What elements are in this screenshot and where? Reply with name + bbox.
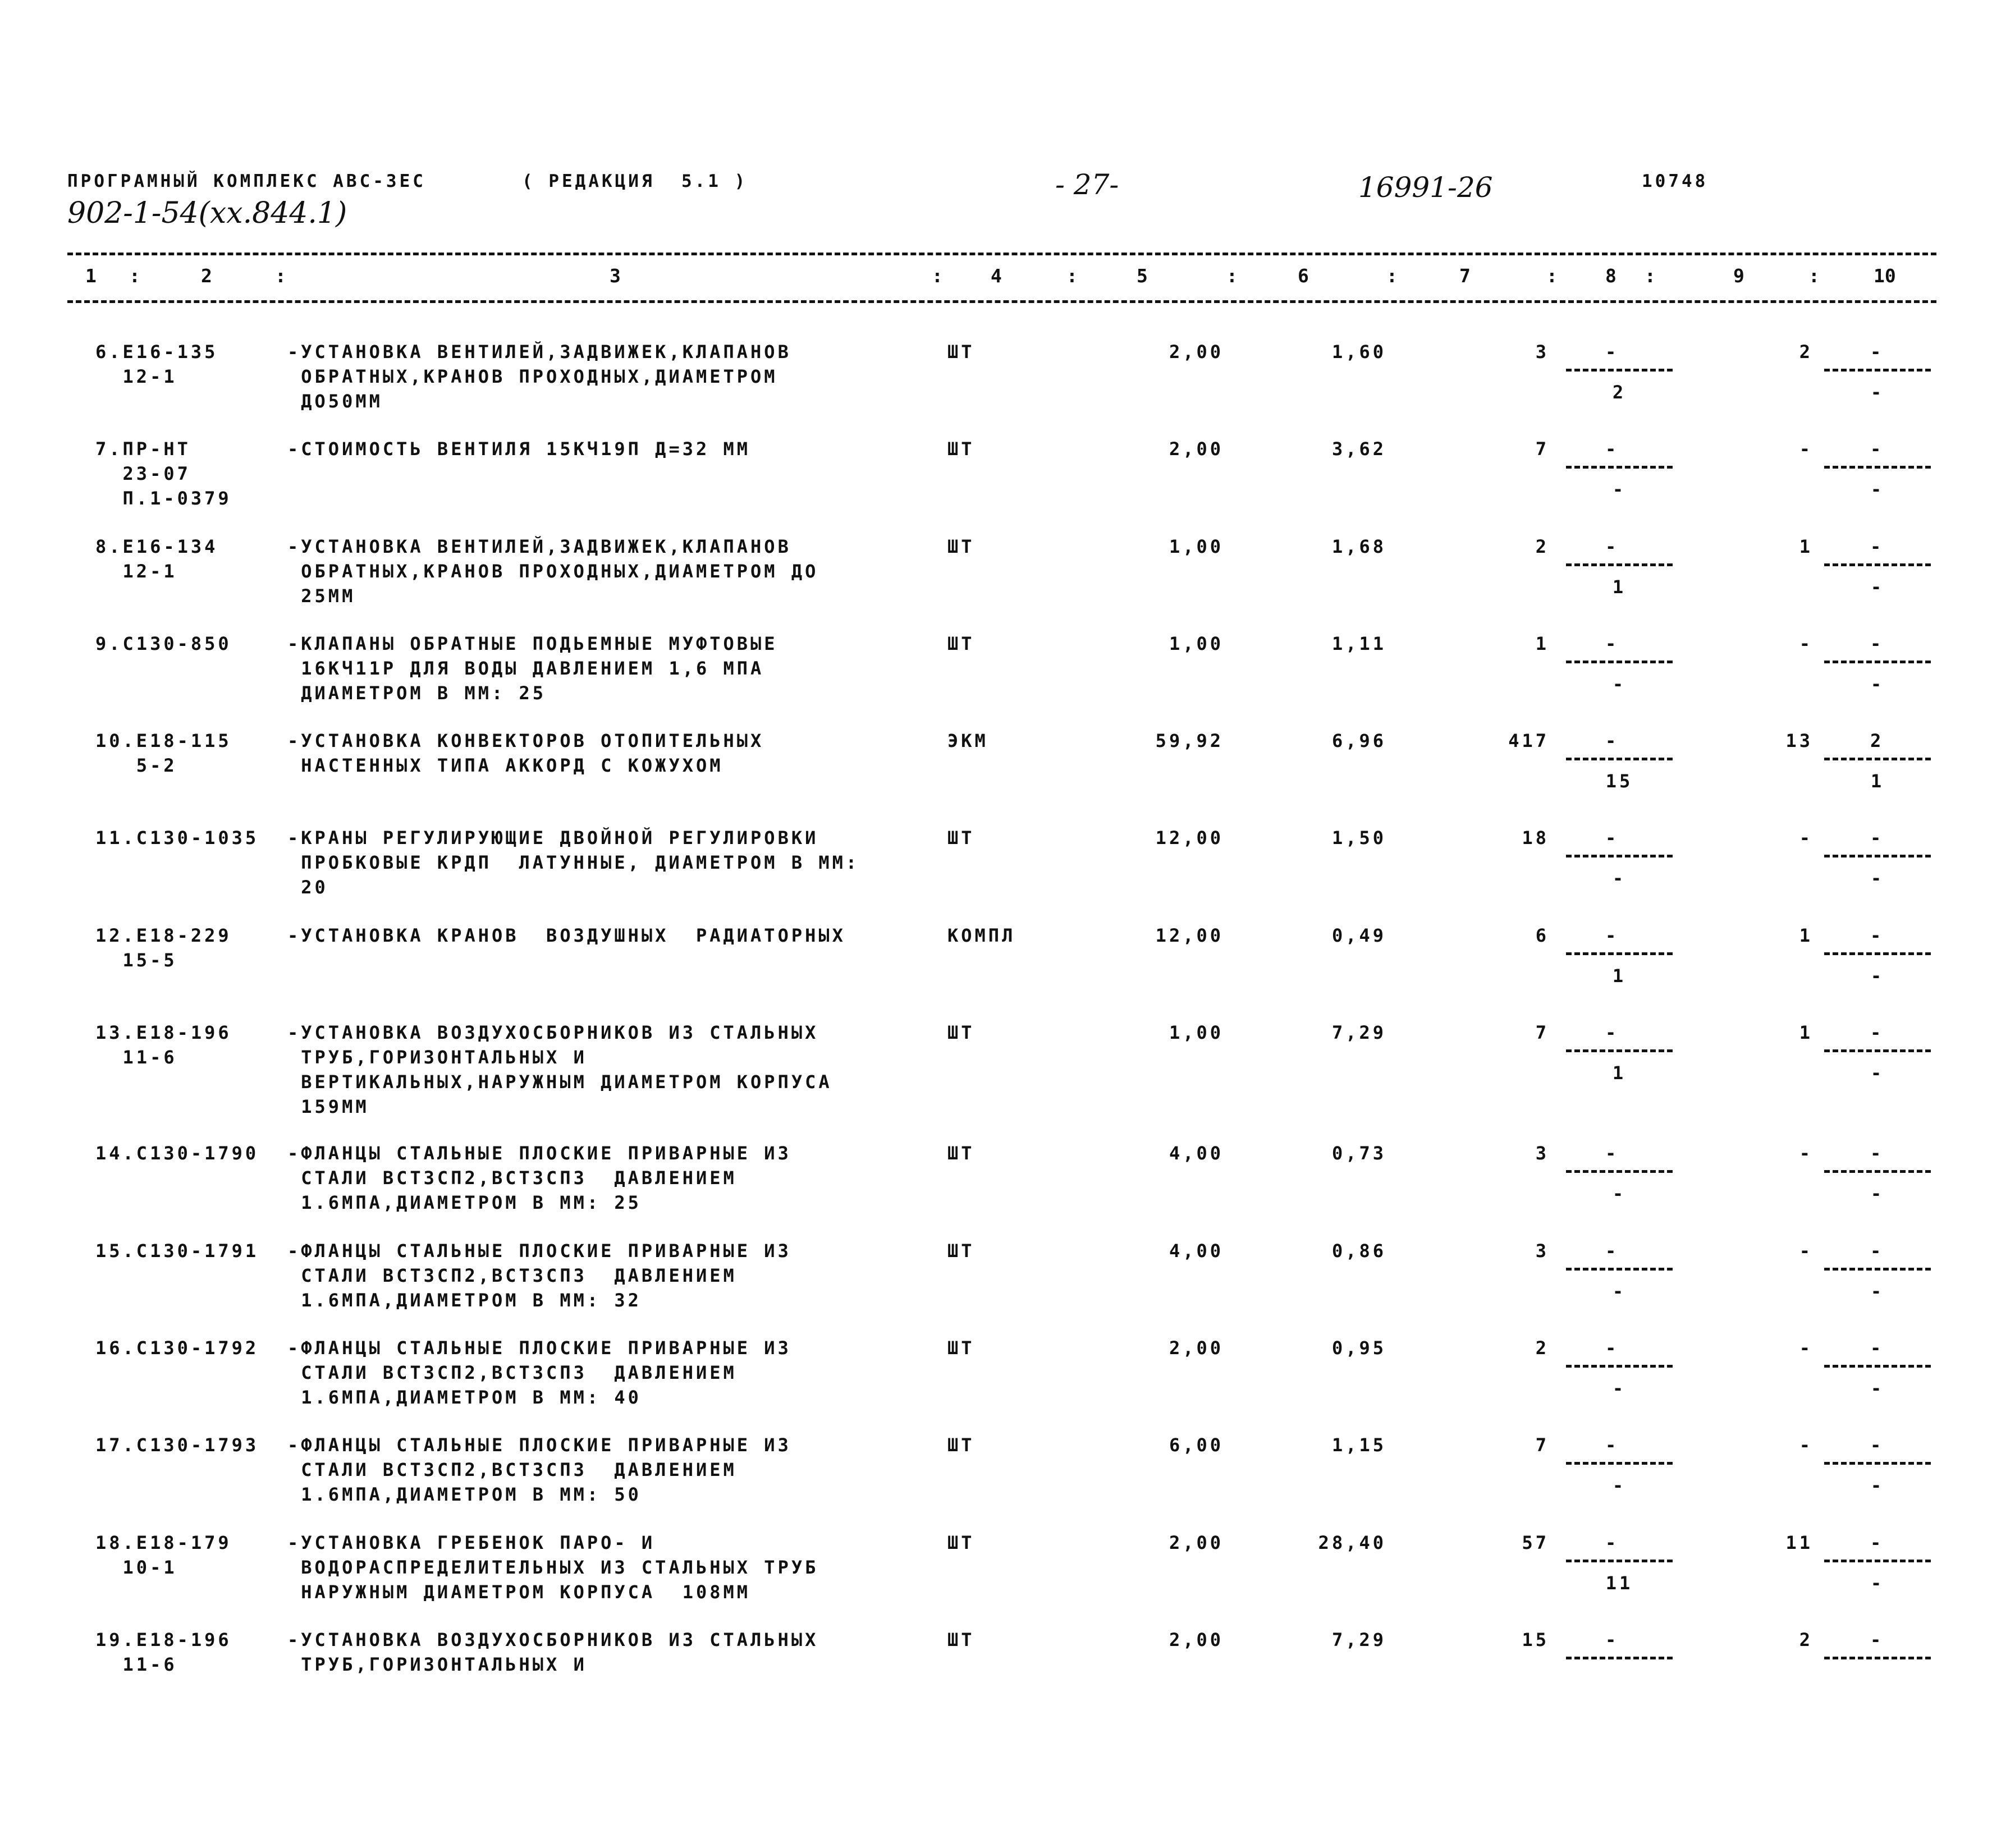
col8-fraction-line [1566,1560,1673,1562]
quantity: 59,92 [1155,730,1224,751]
code-label: 10748 [1642,171,1709,191]
col10-bottom: - [1870,1378,1885,1399]
unit: ШТ [947,1434,975,1456]
unit-price: 7,29 [1331,1022,1386,1043]
item-description: -УСТАНОВКА ВЕНТИЛЕЙ,ЗАДВИЖЕК,КЛАПАНОВ ОБРАТНЫХ,КРАНОВ ПРОХОДНЫХ,ДИАМЕТРОМ ДО50ММ [287,341,791,412]
item-description: -УСТАНОВКА КОНВЕКТОРОВ ОТОПИТЕЛЬНЫХ НАСТЕННЫХ ТИПА АККОРД С КОЖУХОМ [287,730,764,776]
quantity: 4,00 [1169,1240,1224,1262]
program-title: ПРОГРАМНЫЙ КОМПЛЕКС АВС-ЗЕС [67,171,426,191]
col8-bottom: - [1612,673,1627,695]
col8-bottom: - [1612,1281,1627,1302]
col8-fraction-line [1566,1657,1673,1659]
col8-top: - [1605,1337,1619,1359]
top-rule [67,253,1936,255]
col8-top: - [1605,1532,1619,1553]
item-description: -УСТАНОВКА КРАНОВ ВОЗДУШНЫХ РАДИАТОРНЫХ [287,925,846,946]
page-number: - 27- [1055,168,1119,201]
col-sep: : [275,265,286,287]
total-cost: 57 [1522,1532,1549,1553]
item-code: 13.Е18-196 11-6 [95,1022,232,1068]
quantity: 2,00 [1169,341,1224,363]
quantity: 4,00 [1169,1143,1224,1164]
col9-value: - [1799,1434,1813,1456]
col10-bottom: - [1870,868,1885,889]
item-code: 10.Е18-115 5-2 [95,730,232,776]
unit: КОМПЛ [947,925,1016,946]
col8-fraction-line [1566,1462,1673,1465]
quantity: 2,00 [1169,438,1224,460]
col10-top: - [1870,827,1884,849]
unit: ШТ [947,827,975,849]
column-header [0,265,1992,299]
col8-fraction-line [1566,952,1673,955]
col10-top: - [1870,1629,1884,1650]
unit: ШТ [947,438,975,460]
col8-bottom: 1 [1612,576,1627,598]
col-9: 9 [1733,265,1744,287]
unit: ШТ [947,1337,975,1359]
col10-top: - [1870,633,1884,654]
col10-top: - [1870,1337,1884,1359]
col8-bottom: - [1612,868,1627,889]
col10-top: - [1870,1143,1884,1164]
item-code: 16.С130-1792 [95,1337,259,1359]
col8-fraction-line [1566,1365,1673,1368]
project-code: 902-1-54(xx.844.1) [67,196,347,230]
col9-value: 2 [1799,341,1813,363]
col-sep: : [1386,265,1398,287]
col-7: 7 [1459,265,1471,287]
col10-fraction-line [1824,1049,1931,1052]
quantity: 12,00 [1155,827,1224,849]
quantity: 1,00 [1169,536,1224,557]
col8-bottom: 2 [1612,382,1627,403]
item-description: -УСТАНОВКА ВОЗДУХОСБОРНИКОВ ИЗ СТАЛЬНЫХ ТРУБ,ГОРИЗОНТАЛЬНЫХ И ВЕРТИКАЛЬНЫХ,НАРУЖНЫМ ДИАМЕТРОМ КОРПУСА 159ММ [287,1022,832,1117]
item-description: -ФЛАНЦЫ СТАЛЬНЫЕ ПЛОСКИЕ ПРИВАРНЫЕ ИЗ СТАЛИ ВСТ3СП2,ВСТ3СП3 ДАВЛЕНИЕМ 1.6МПА,ДИАМЕТРОМ В ММ: 50 [287,1434,791,1505]
quantity: 2,00 [1169,1532,1224,1553]
item-code: 19.Е18-196 11-6 [95,1629,232,1675]
col10-bottom: - [1870,673,1885,695]
total-cost: 18 [1522,827,1549,849]
unit-price: 1,68 [1331,536,1386,557]
col8-bottom: - [1612,1475,1627,1496]
col9-value: 11 [1785,1532,1813,1553]
col8-fraction-line [1566,466,1673,469]
item-code: 11.С130-1035 [95,827,259,849]
col9-value: - [1799,1143,1813,1164]
col10-fraction-line [1824,563,1931,566]
col8-top: - [1605,827,1619,849]
unit: ШТ [947,1143,975,1164]
col9-value: 2 [1799,1629,1813,1650]
col10-bottom: - [1870,576,1885,598]
unit: ШТ [947,1532,975,1553]
col8-top: - [1605,1434,1619,1456]
unit: ШТ [947,1240,975,1262]
item-code: 18.Е18-179 10-1 [95,1532,232,1578]
total-cost: 15 [1522,1629,1549,1650]
col8-top: - [1605,633,1619,654]
quantity: 2,00 [1169,1629,1224,1650]
col8-fraction-line [1566,563,1673,566]
col-3: 3 [610,265,621,287]
col8-fraction-line [1566,1049,1673,1052]
quantity: 1,00 [1169,1022,1224,1043]
item-description: -УСТАНОВКА ВОЗДУХОСБОРНИКОВ ИЗ СТАЛЬНЫХ ТРУБ,ГОРИЗОНТАЛЬНЫХ И [287,1629,819,1675]
item-description: -УСТАНОВКА ГРЕБЕНОК ПАРО- И ВОДОРАСПРЕДЕЛИТЕЛЬНЫХ ИЗ СТАЛЬНЫХ ТРУБ НАРУЖНЫМ ДИАМЕТРОМ КОРПУСА 108ММ [287,1532,819,1603]
item-description: -КРАНЫ РЕГУЛИРУЮЩИЕ ДВОЙНОЙ РЕГУЛИРОВКИ ПРОБКОВЫЕ КРДП ЛАТУННЫЕ, ДИАМЕТРОМ В ММ: 20 [287,827,860,898]
total-cost: 7 [1535,1434,1549,1456]
edition-label: ( РЕДАКЦИЯ 5.1 ) [522,171,748,191]
quantity: 1,00 [1169,633,1224,654]
col9-value: 1 [1799,925,1813,946]
total-cost: 3 [1535,341,1549,363]
unit: ШТ [947,1629,975,1650]
col10-bottom: - [1870,382,1885,403]
col8-top: - [1605,536,1619,557]
unit: ЭКМ [947,730,988,751]
col-sep: : [1546,265,1558,287]
item-code: 14.С130-1790 [95,1143,259,1164]
col-sep: : [1808,265,1820,287]
item-code: 8.Е16-134 12-1 [95,536,218,582]
col10-bottom: - [1870,1572,1885,1594]
col9-value: - [1799,1240,1813,1262]
unit: ШТ [947,633,975,654]
col10-top: 2 [1870,730,1884,751]
unit-price: 28,40 [1318,1532,1386,1553]
item-description: -ФЛАНЦЫ СТАЛЬНЫЕ ПЛОСКИЕ ПРИВАРНЫЕ ИЗ СТАЛИ ВСТ3СП2,ВСТ3СП3 ДАВЛЕНИЕМ 1.6МПА,ДИАМЕТРОМ В ММ: 32 [287,1240,791,1311]
unit-price: 1,11 [1331,633,1386,654]
col10-bottom: - [1870,1183,1885,1204]
col10-bottom: - [1870,1281,1885,1302]
total-cost: 7 [1535,438,1549,460]
item-description: -ФЛАНЦЫ СТАЛЬНЫЕ ПЛОСКИЕ ПРИВАРНЫЕ ИЗ СТАЛИ ВСТ3СП2,ВСТ3СП3 ДАВЛЕНИЕМ 1.6МПА,ДИАМЕТРОМ В ММ: 25 [287,1143,791,1213]
unit-price: 0,86 [1331,1240,1386,1262]
col8-top: - [1605,925,1619,946]
col10-top: - [1870,1240,1884,1262]
item-description: -ФЛАНЦЫ СТАЛЬНЫЕ ПЛОСКИЕ ПРИВАРНЫЕ ИЗ СТАЛИ ВСТ3СП2,ВСТ3СП3 ДАВЛЕНИЕМ 1.6МПА,ДИАМЕТРОМ В ММ: 40 [287,1337,791,1408]
item-code: 9.С130-850 [95,633,232,654]
col10-fraction-line [1824,661,1931,663]
col9-value: 13 [1785,730,1813,751]
col8-top: - [1605,1143,1619,1164]
item-code: 6.Е16-135 12-1 [95,341,218,387]
col10-bottom: - [1870,965,1885,987]
col8-top: - [1605,730,1619,751]
col-1: 1 [85,265,97,287]
unit-price: 0,73 [1331,1143,1386,1164]
col10-fraction-line [1824,1268,1931,1271]
col8-fraction-line [1566,1170,1673,1173]
col10-top: - [1870,438,1884,460]
quantity: 6,00 [1169,1434,1224,1456]
item-code: 12.Е18-229 15-5 [95,925,232,971]
col10-fraction-line [1824,1560,1931,1562]
col-sep: : [129,265,140,287]
total-cost: 2 [1535,536,1549,557]
col8-top: - [1605,341,1619,363]
col9-value: - [1799,438,1813,460]
unit-price: 0,95 [1331,1337,1386,1359]
col8-bottom: 1 [1612,1062,1627,1084]
col8-bottom: - [1612,1378,1627,1399]
col9-value: - [1799,1337,1813,1359]
col-4: 4 [991,265,1002,287]
col8-bottom: - [1612,479,1627,500]
col-sep: : [932,265,943,287]
header-rule [67,300,1936,303]
total-cost: 2 [1535,1337,1549,1359]
col8-top: - [1605,1022,1619,1043]
doc-number: 16991-26 [1358,171,1493,204]
col8-fraction-line [1566,369,1673,372]
item-description: -КЛАПАНЫ ОБРАТНЫЕ ПОДЬЕМНЫЕ МУФТОВЫЕ 16КЧ11Р ДЛЯ ВОДЫ ДАВЛЕНИЕМ 1,6 МПА ДИАМЕТРОМ В ММ: 25 [287,633,778,704]
col9-value: 1 [1799,536,1813,557]
total-cost: 3 [1535,1143,1549,1164]
col8-bottom: 15 [1605,771,1633,792]
unit-price: 1,15 [1331,1434,1386,1456]
col-8: 8 [1605,265,1617,287]
col8-top: - [1605,1240,1619,1262]
col-sep: : [1066,265,1078,287]
col-sep: : [1645,265,1656,287]
unit: ШТ [947,341,975,363]
col-2: 2 [201,265,212,287]
col-10: 10 [1874,265,1896,287]
col-6: 6 [1298,265,1309,287]
col8-bottom: - [1612,1183,1627,1204]
col8-fraction-line [1566,661,1673,663]
col8-fraction-line [1566,758,1673,760]
col10-top: - [1870,1532,1884,1553]
col10-top: - [1870,341,1884,363]
col9-value: 1 [1799,1022,1813,1043]
col10-top: - [1870,1022,1884,1043]
col10-fraction-line [1824,1657,1931,1659]
unit-price: 0,49 [1331,925,1386,946]
col10-bottom: - [1870,1475,1885,1496]
item-code: 15.С130-1791 [95,1240,259,1262]
col8-fraction-line [1566,855,1673,857]
item-description: -СТОИМОСТЬ ВЕНТИЛЯ 15КЧ19П Д=32 ММ [287,438,751,460]
unit: ШТ [947,536,975,557]
col10-bottom: 1 [1870,771,1885,792]
col8-fraction-line [1566,1268,1673,1271]
col8-top: - [1605,1629,1619,1650]
unit-price: 7,29 [1331,1629,1386,1650]
total-cost: 1 [1535,633,1549,654]
col10-fraction-line [1824,1365,1931,1368]
total-cost: 417 [1508,730,1549,751]
item-code: 7.ПР-НТ 23-07 П.1-0379 [95,438,232,509]
col10-fraction-line [1824,369,1931,372]
col10-fraction-line [1824,758,1931,760]
unit: ШТ [947,1022,975,1043]
total-cost: 6 [1535,925,1549,946]
unit-price: 1,60 [1331,341,1386,363]
col10-fraction-line [1824,466,1931,469]
col10-top: - [1870,1434,1884,1456]
item-description: -УСТАНОВКА ВЕНТИЛЕЙ,ЗАДВИЖЕК,КЛАПАНОВ ОБРАТНЫХ,КРАНОВ ПРОХОДНЫХ,ДИАМЕТРОМ ДО 25ММ [287,536,819,607]
col10-fraction-line [1824,952,1931,955]
total-cost: 3 [1535,1240,1549,1262]
col10-fraction-line [1824,855,1931,857]
unit-price: 3,62 [1331,438,1386,460]
unit-price: 6,96 [1331,730,1386,751]
col10-bottom: - [1870,479,1885,500]
col9-value: - [1799,633,1813,654]
col8-bottom: 1 [1612,965,1627,987]
col10-bottom: - [1870,1062,1885,1084]
col8-bottom: 11 [1605,1572,1633,1594]
col-5: 5 [1137,265,1148,287]
col10-fraction-line [1824,1170,1931,1173]
quantity: 2,00 [1169,1337,1224,1359]
total-cost: 7 [1535,1022,1549,1043]
col-sep: : [1226,265,1238,287]
item-code: 17.С130-1793 [95,1434,259,1456]
col10-top: - [1870,536,1884,557]
col8-top: - [1605,438,1619,460]
quantity: 12,00 [1155,925,1224,946]
col9-value: - [1799,827,1813,849]
unit-price: 1,50 [1331,827,1386,849]
col10-top: - [1870,925,1884,946]
col10-fraction-line [1824,1462,1931,1465]
